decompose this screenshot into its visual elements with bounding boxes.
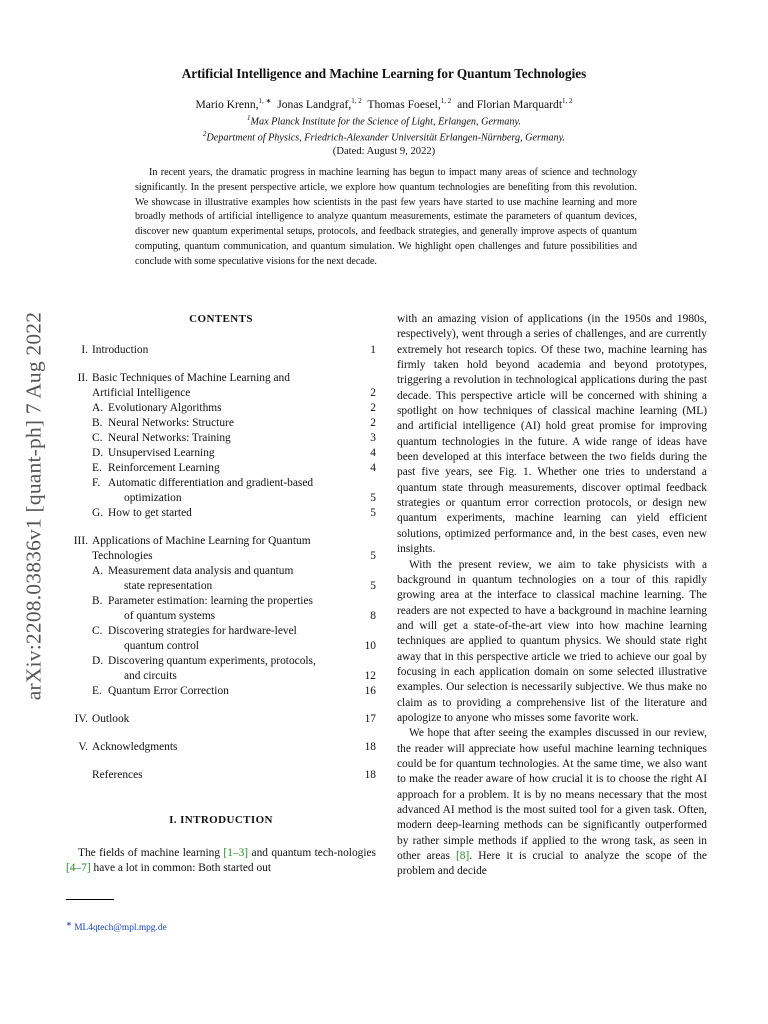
toc-subentry[interactable]: C. Neural Networks: Training 3 <box>92 432 376 444</box>
contact-email-link[interactable]: ML4qtech@mpl.mpg.de <box>74 923 167 934</box>
arxiv-stamp: arXiv:2208.03836v1 [quant-ph] 7 Aug 2022 <box>21 311 46 701</box>
footnote-mark: ∗ <box>66 920 72 928</box>
citation-link[interactable]: [4–7] <box>66 862 91 875</box>
dated-line: (Dated: August 9, 2022) <box>332 146 436 157</box>
author-4: and Florian Marquardt$^{1, 2}$ <box>457 97 573 111</box>
author-list <box>0 97 768 111</box>
toc-subentry-continued[interactable]: quantum control 10 <box>124 640 376 652</box>
toc-subentry[interactable]: B. Neural Networks: Structure 2 <box>92 417 376 429</box>
toc-entry-continued[interactable]: Artificial Intelligence 2 <box>92 387 376 399</box>
toc-entry[interactable]: V. Acknowledgments 18 <box>78 741 376 753</box>
footnote <box>66 920 167 933</box>
toc-entry-continued[interactable]: Technologies 5 <box>92 550 376 562</box>
toc-subentry[interactable]: B. Parameter estimation: learning the properties <box>92 595 313 607</box>
body-paragraph: With the present review, we aim to take physicists with a background in quantum technologies on a tour of this rapidly growing area at the interface to classical machine learning. The readers are not expected to have a background in machine learning and will get a state-of-the-art view into how machine learning techniques are applied to quantum physics. We should state right away that in this perspective article we tried to achieve our goal by focusing in each application domain on some selected illustrative examples. Our selection is necessarily subjective. We thus make no claim as to providing a comprehensive list of the literature and apologize to anyone who misses some favorite work. <box>397 558 707 724</box>
affiliation-2: $^2$Department of Physics, Friedrich-Alexander Universität Erlangen-Nürnberg, Germany. <box>202 130 566 144</box>
intro-paragraph: The fields of machine learning [1–3] and quantum tech-nologies [4–7] have a lot in common: Both started out <box>66 847 376 875</box>
abstract <box>135 166 637 270</box>
toc-entry[interactable]: References 18 <box>92 769 376 781</box>
toc-subentry[interactable]: E. Reinforcement Learning 4 <box>92 462 376 474</box>
toc-entry[interactable]: II. Basic Techniques of Machine Learning and <box>77 372 290 384</box>
abstract-text: In recent years, the dramatic progress in machine learning has begun to impact many areas of science and technology significantly. In the present perspective article, we explore how quantum technologies are benefiting from this revolution. We showcase in illustrative examples how scientists in the past few years have started to use machine learning and more broadly methods of artificial intelligence to analyze quantum measurements, estimate the parameters of quantum devices, discover new quantum experimental setups, protocols, and feedback strategies, and generally improve aspects of quantum computing, quantum communication, and quantum simulation. We highlight open challenges and future possibilities and conclude with some speculative visions for the next decade. <box>135 167 637 267</box>
body-paragraph: with an amazing vision of applications (in the 1950s and 1980s, respectively), went through a series of challenges, and are currently extremely hot research topics. Of these two, machine learning has firmly taken hold beyond academia and beyond prototypes, triggering a revolution in technological applications during the past decade. This perspective article will be concerned with shining a spotlight on how techniques of classical machine learning (ML) and artificial intelligence (AI) hold great promise for improving quantum technologies in the future. A wide range of ideas have been developed at this interface between the two fields during the past five years, see Fig. 1. Whether one tries to understand a quantum state through measurements, discover optimal feedback strategies or quantum error correction protocols, or design new quantum experiments, machine learning can yield efficient solutions, optimized performance and, in the best cases, even new insights. <box>397 313 707 556</box>
right-column <box>397 312 707 880</box>
footnote-rule <box>66 899 114 900</box>
citation-link[interactable]: [8] <box>455 850 470 863</box>
author-3: Thomas Foesel,$^{1, 2}$ <box>367 97 452 111</box>
toc-subentry[interactable]: A. Measurement data analysis and quantum <box>92 565 294 577</box>
affiliation-1: $^1$Max Planck Institute for the Science of Light, Erlangen, Germany. <box>247 114 521 128</box>
toc-subentry-continued[interactable]: of quantum systems 8 <box>124 610 376 622</box>
author-1: Mario Krenn,$^{1, ∗}$ <box>195 97 272 111</box>
toc-subentry[interactable]: E. Quantum Error Correction 16 <box>92 685 376 697</box>
contents-heading: CONTENTS <box>189 313 253 325</box>
body-paragraph: We hope that after seeing the examples discussed in our review, the reader will appreciate how useful machine learning techniques could be for quantum technologies. At the same time, we also want to make the reader aware of how crucial it is to choose the right AI approach for a problem. It is by no means necessary that the most advanced AI method is the most suited tool for a given task. Often, modern deep-learning methods can be significantly outperformed by rather simple methods if applied to the wrong task, as seen in other areas [8]. Here it is crucial to analyze the scope of the problem and decide <box>397 727 707 878</box>
table-of-contents <box>66 343 376 783</box>
paper-title: Artificial Intelligence and Machine Learning for Quantum Technologies <box>181 66 587 81</box>
toc-entry[interactable]: III. Applications of Machine Learning for Quantum <box>73 535 311 547</box>
toc-entry[interactable]: I. Introduction 1 <box>81 344 376 356</box>
toc-subentry-continued[interactable]: optimization 5 <box>124 492 376 504</box>
toc-entry[interactable]: IV. Outlook 17 <box>74 713 376 725</box>
toc-subentry[interactable]: D. Unsupervised Learning 4 <box>92 447 376 459</box>
toc-subentry[interactable]: F. Automatic differentiation and gradient-based <box>92 477 314 489</box>
section-heading-introduction: I. INTRODUCTION <box>169 814 273 826</box>
toc-subentry-continued[interactable]: state representation 5 <box>124 580 376 592</box>
toc-subentry[interactable]: C. Discovering strategies for hardware-level <box>92 625 297 637</box>
author-2: Jonas Landgraf,$^{1, 2}$ <box>277 97 362 111</box>
toc-subentry-continued[interactable]: and circuits 12 <box>124 670 376 682</box>
toc-subentry[interactable]: G. How to get started 5 <box>92 507 376 519</box>
toc-subentry[interactable]: D. Discovering quantum experiments, protocols, <box>92 655 316 667</box>
toc-subentry[interactable]: A. Evolutionary Algorithms 2 <box>92 402 376 414</box>
citation-link[interactable]: [1–3] <box>223 847 249 859</box>
